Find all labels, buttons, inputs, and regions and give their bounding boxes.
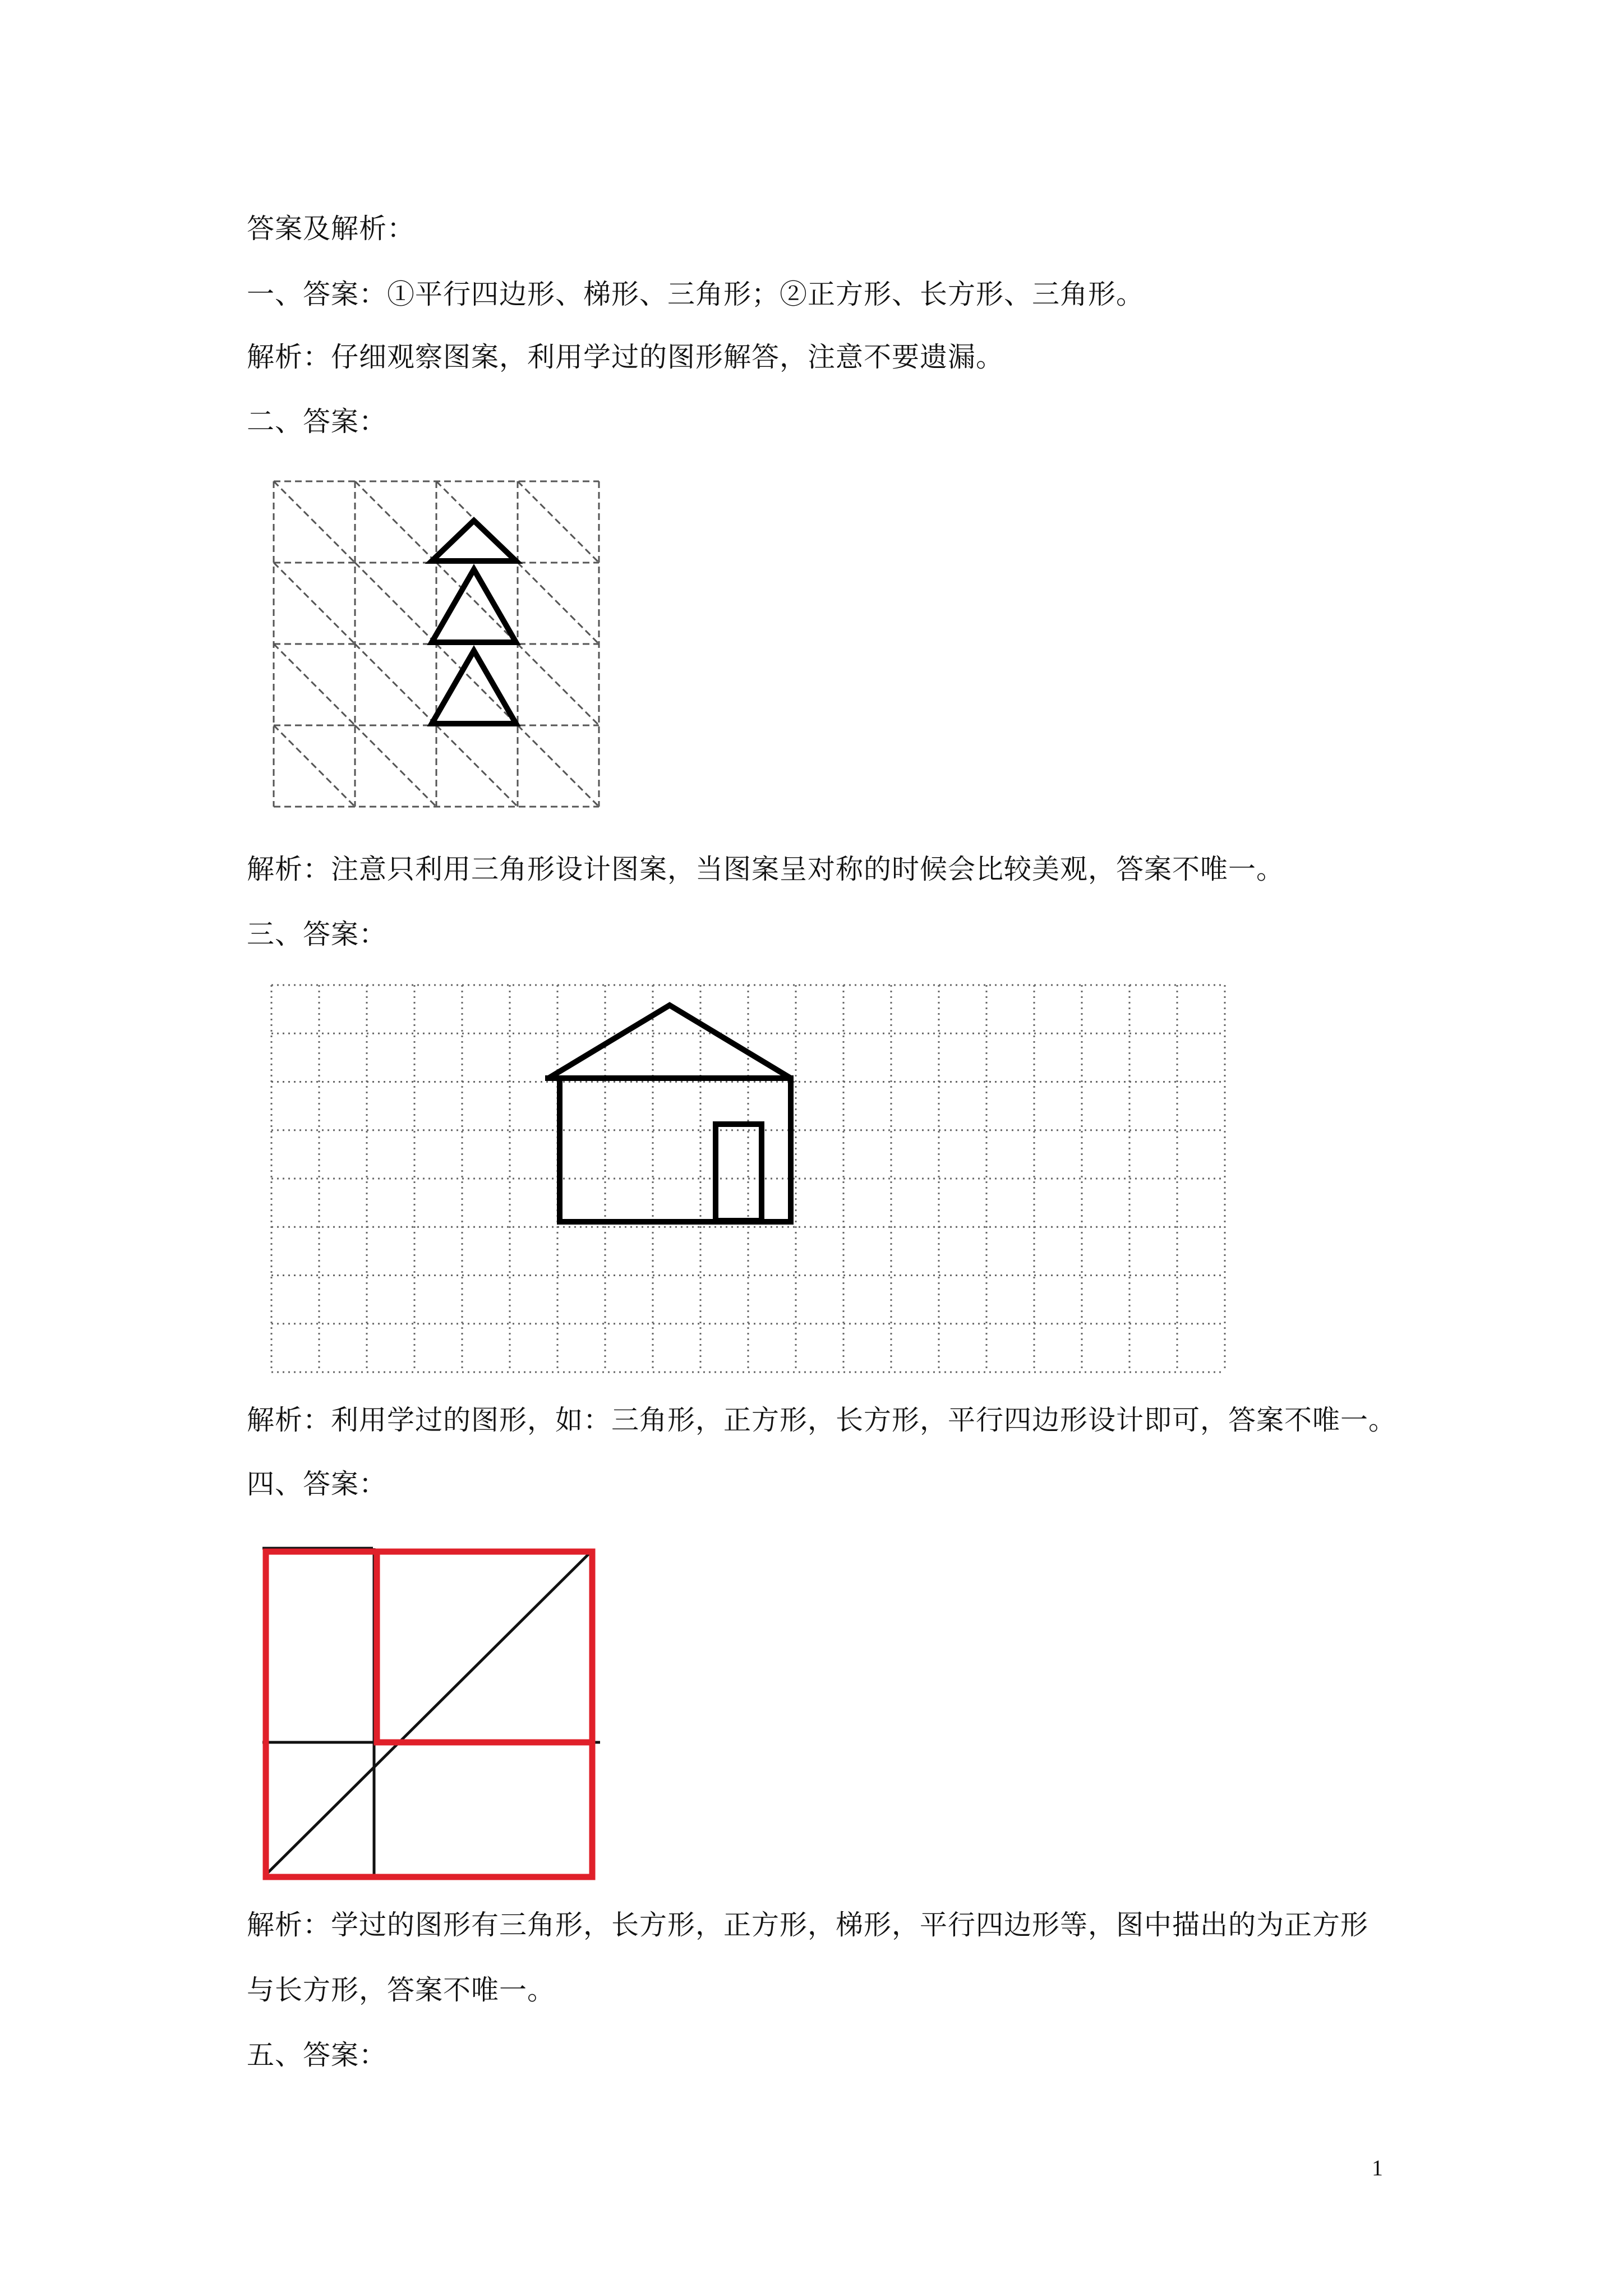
grid-diagonal-line	[518, 481, 599, 563]
page-number: 1	[1372, 2155, 1383, 2180]
q4-analysis-line1: 解析：学过的图形有三角形，长方形，正方形，梯形，平行四边形等，图中描出的为正方形	[247, 1909, 1369, 1941]
triangle-bottom	[432, 651, 516, 724]
triangle-grid-svg	[269, 477, 606, 825]
grid-diagonal-line	[355, 725, 436, 807]
q4-answer: 四、答案：	[247, 1468, 388, 1500]
grid-diagonal-line	[355, 481, 436, 563]
dotted-grid	[271, 985, 1225, 1372]
grid-diagonal-line	[355, 563, 436, 644]
house-body	[560, 1078, 791, 1222]
q3-analysis: 解析：利用学过的图形，如：三角形，正方形，长方形，平行四边形设计即可，答案不唯一。	[247, 1404, 1397, 1436]
stacked-triangles	[432, 521, 516, 724]
q2-analysis: 解析：注意只利用三角形设计图案，当图案呈对称的时候会比较美观，答案不唯一。	[247, 853, 1285, 885]
inner-red-rectangle	[377, 1552, 592, 1742]
grid-diagonal-line	[518, 725, 599, 807]
rectangle-figure	[258, 1538, 606, 1892]
house-door	[716, 1124, 762, 1221]
answer-heading: 答案及解析：	[247, 213, 416, 245]
q1-answer: 一、答案：①平行四边形、梯形、三角形；②正方形、长方形、三角形。	[247, 278, 1145, 310]
q3-answer: 三、答案：	[247, 918, 388, 950]
grid-diagonal-line	[274, 563, 355, 644]
grid-diagonal-line	[274, 725, 355, 807]
triangle-top	[432, 521, 516, 561]
q2-answer: 二、答案：	[247, 406, 388, 438]
grid-diagonal-line	[518, 644, 599, 725]
rectangle-figure-svg	[258, 1538, 606, 1892]
diagonal-line	[266, 1553, 590, 1875]
triangle-grid-figure	[269, 477, 606, 825]
grid-diagonal-line	[518, 563, 599, 644]
house-drawing	[545, 1005, 791, 1222]
q5-answer: 五、答案：	[247, 2039, 388, 2071]
black-lines	[262, 1548, 600, 1879]
q1-analysis: 解析：仔细观察图案，利用学过的图形解答，注意不要遗漏。	[247, 341, 1004, 373]
q4-analysis-line2: 与长方形，答案不唯一。	[247, 1974, 556, 2006]
house-grid-svg	[268, 982, 1233, 1380]
grid-diagonal-line	[355, 644, 436, 725]
triangle-middle	[432, 569, 516, 642]
grid-diagonal-line	[436, 725, 518, 807]
house-grid-figure	[268, 982, 1233, 1380]
house-roof	[548, 1005, 791, 1078]
grid-diagonal-line	[274, 644, 355, 725]
grid-diagonal-line	[274, 481, 355, 563]
